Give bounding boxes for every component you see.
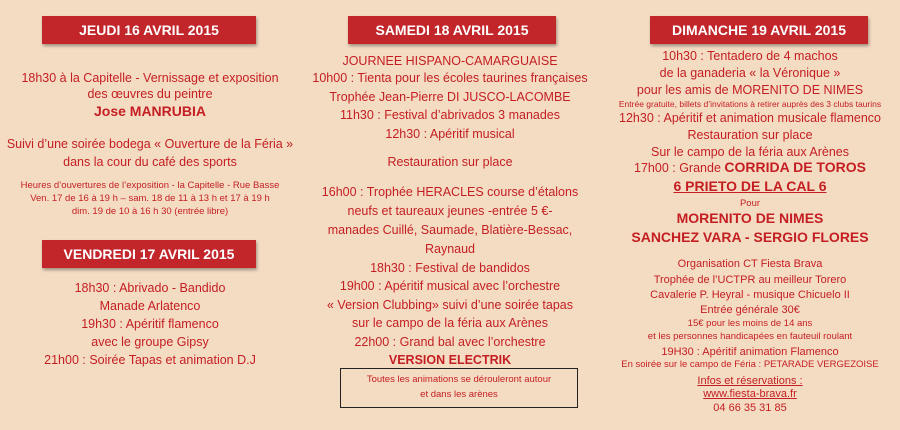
infos-title: Infos et réservations : xyxy=(697,375,803,387)
text-line: pour les amis de MORENITO DE NIMES xyxy=(636,83,864,97)
corrida-title: CORRIDA DE TOROS xyxy=(724,159,866,175)
text-line: 11h30 : Festival d’abrivados 3 manades xyxy=(339,108,561,122)
text-line: Restauration sur place xyxy=(687,128,813,142)
text-line: Suivi d’une soirée bodega « Ouverture de la Féria » xyxy=(6,137,294,151)
text-line: de la ganaderia « la Véronique » xyxy=(659,66,841,80)
text-line: 21h00 : Soirée Tapas et animation D.J xyxy=(44,353,256,367)
text-line: 19h00 : Apéritif musical avec l’orchestre xyxy=(339,279,561,293)
exhibit-hours-line: dim. 19 de 10 à 16 h 30 (entrée libre) xyxy=(71,206,229,217)
text-line: 12h30 : Apéritif musical xyxy=(385,127,515,141)
text-line: 19H30 : Apéritif animation Flamenco xyxy=(661,346,839,358)
text-line-small: 15€ pour les moins de 14 ans xyxy=(687,318,813,329)
text-line: Restauration sur place xyxy=(387,155,513,169)
website-link[interactable]: www.fiesta-brava.fr xyxy=(703,388,797,400)
column-thursday-friday xyxy=(0,0,300,430)
text-line: Trophée de l’UCTPR au meilleur Torero xyxy=(653,274,847,286)
text-line: 22h00 : Grand bal avec l’orchestre xyxy=(354,335,546,349)
text-line: avec le groupe Gipsy xyxy=(91,335,209,349)
notice-line: et dans les arènes xyxy=(420,389,498,400)
banner-sunday: DIMANCHE 19 AVRIL 2015 xyxy=(650,16,868,44)
text-line: « Version Clubbing» suivi d’une soirée tapas xyxy=(327,298,573,312)
text-line: Manade Arlatenco xyxy=(99,299,201,313)
column-saturday xyxy=(300,0,600,430)
text-line: manades Cuillé, Saumade, Blatière-Bessac, xyxy=(327,223,573,237)
text-line: 12h30 : Apéritif et animation musicale flamenco xyxy=(619,111,881,125)
text-line: Organisation CT Fiesta Brava xyxy=(677,258,823,270)
text-line-small: Pour xyxy=(739,198,761,209)
text-line: Raynaud xyxy=(424,242,476,256)
notice-line: Toutes les animations se dérouleront autour xyxy=(366,374,552,385)
text-line: des œuvres du peintre xyxy=(87,87,213,101)
text-line: 19h30 : Apéritif flamenco xyxy=(81,317,219,331)
torero-line: SANCHEZ VARA - SERGIO FLORES xyxy=(631,229,869,245)
text-line: 10h30 : Tentadero de 4 machos xyxy=(662,49,838,63)
text-line: 18h30 : Festival de bandidos xyxy=(370,261,530,275)
phone-number: 04 66 35 31 85 xyxy=(713,402,787,414)
banner-thursday: JEUDI 16 AVRIL 2015 xyxy=(42,16,256,44)
text-line-small: En soirée sur le campo de Féria : PETARADE VERGEZOISE xyxy=(621,359,879,370)
band-name: VERSION ELECTRIK xyxy=(388,353,512,367)
text-line-small: et les personnes handicapées en fauteuil roulant xyxy=(647,331,853,342)
text-line-small: Entrée gratuite, billets d’invitations à retirer auprès des 3 clubs taurins xyxy=(618,99,882,109)
text-line: 18h30 : Abrivado - Bandido xyxy=(74,281,226,295)
torero-line: MORENITO DE NIMES xyxy=(676,210,824,226)
column-sunday xyxy=(600,0,900,430)
text-line: Trophée Jean-Pierre DI JUSCO-LACOMBE xyxy=(329,90,571,104)
text-line: dans la cour du café des sports xyxy=(63,155,237,169)
text-line: Entrée générale 30€ xyxy=(700,304,800,316)
painter-name: Jose MANRUBIA xyxy=(93,103,206,119)
banner-friday: VENDREDI 17 AVRIL 2015 xyxy=(42,240,256,268)
bulls-line: 6 PRIETO DE LA CAL 6 xyxy=(673,178,827,194)
notice-box xyxy=(340,368,578,408)
banner-saturday: SAMEDI 18 AVRIL 2015 xyxy=(348,16,556,44)
text-line: Cavalerie P. Heyral - musique Chicuelo II xyxy=(650,289,850,301)
text-line: Sur le campo de la féria aux Arènes xyxy=(650,145,850,159)
text-line: sur le campo de la féria aux Arènes xyxy=(352,316,548,330)
text-line: 18h30 à la Capitelle - Vernissage et exposition xyxy=(21,71,279,85)
corrida-line xyxy=(600,159,900,176)
text-line: 10h00 : Tienta pour les écoles taurines françaises xyxy=(312,71,588,85)
corrida-time: 17h00 : Grande xyxy=(634,161,725,175)
text-line: JOURNEE HISPANO-CAMARGUAISE xyxy=(342,54,558,68)
exhibit-hours-line: Ven. 17 de 16 à 19 h – sam. 18 de 11 à 13 h et 17 à 19 h xyxy=(30,193,270,204)
text-line: neufs et taureaux jeunes -entrée 5 €- xyxy=(347,204,553,218)
exhibit-hours-title: Heures d’ouvertures de l’exposition - la Capitelle - Rue Basse xyxy=(20,180,280,191)
text-line: 16h00 : Trophée HERACLES course d’étalons xyxy=(321,185,579,199)
